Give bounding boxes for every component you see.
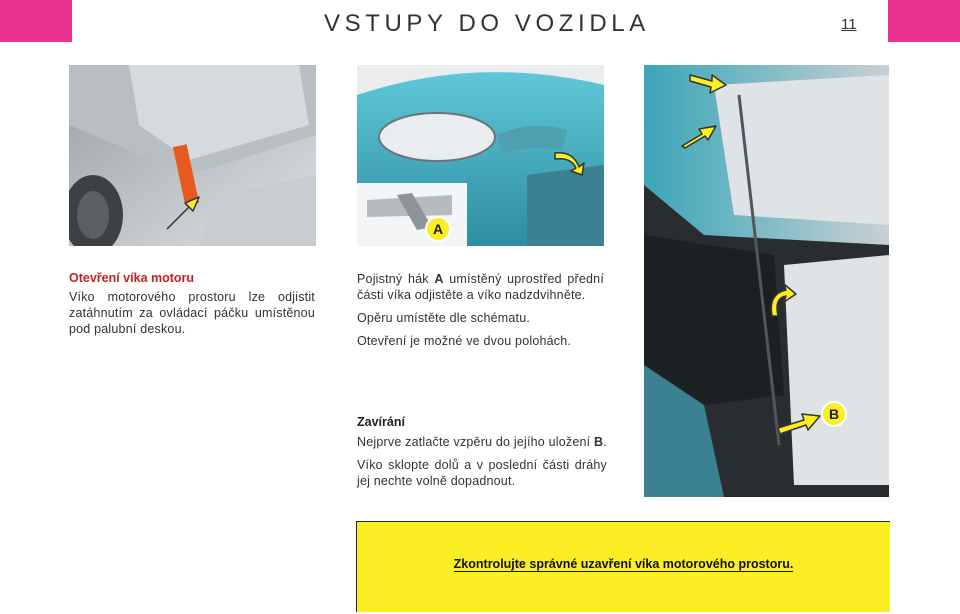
- hook-support-text: Opěru umístěte dle schématu.: [357, 311, 531, 325]
- notice-text-label: Zkontrolujte správné uzavření víka motorového prostoru.: [453, 557, 794, 571]
- arrow-icon: [163, 193, 203, 233]
- close-drop-text: Víko sklopte dolů a v poslední části dráhy jej nechte volně dopadnout.: [357, 458, 607, 488]
- label-a: A: [425, 216, 451, 242]
- notice-box: [356, 521, 890, 612]
- notice-text: [357, 557, 890, 571]
- hook-positions-text: Otevření je možné ve dvou polohách.: [357, 334, 572, 348]
- arrow-icon: [688, 69, 728, 99]
- arrow-icon: [776, 408, 824, 438]
- close-text-part: Nejprve zatlačte vzpěru do jejího uložení: [357, 435, 595, 449]
- photo-release-lever: [69, 65, 316, 246]
- corner-tab-right: [888, 0, 960, 42]
- page-number: 11: [841, 16, 857, 33]
- close-text-part: .: [603, 435, 607, 449]
- label-b: B: [821, 401, 847, 427]
- section-open-text: Víko motorového prostoru lze odjistit zatáhnutím za ovládací páčku umístěnou pod palubní deskou.: [69, 290, 315, 336]
- section-open-heading: Otevření víka motoru: [69, 271, 195, 285]
- page-title: VSTUPY DO VOZIDLA: [324, 10, 650, 37]
- arrow-icon: [549, 145, 589, 177]
- close-label-b: B: [594, 435, 604, 449]
- hook-text-part: umístěný uprostřed přední části víka odjistěte a víko nadzdvihněte.: [357, 272, 604, 302]
- hook-label-a: A: [434, 272, 444, 286]
- photo-open-hood: [644, 65, 889, 497]
- section-close-text: [357, 434, 607, 489]
- photo-safety-hook: [357, 65, 604, 246]
- arrow-icon: [680, 120, 720, 150]
- hook-text-part: Pojistný hák: [357, 272, 435, 286]
- hook-paragraph: [357, 271, 604, 303]
- corner-tab-left: [0, 0, 72, 42]
- section-hook-text: [357, 271, 604, 349]
- section-close-heading: Zavírání: [357, 415, 405, 429]
- close-paragraph: [357, 434, 607, 450]
- arrow-icon: [764, 280, 800, 320]
